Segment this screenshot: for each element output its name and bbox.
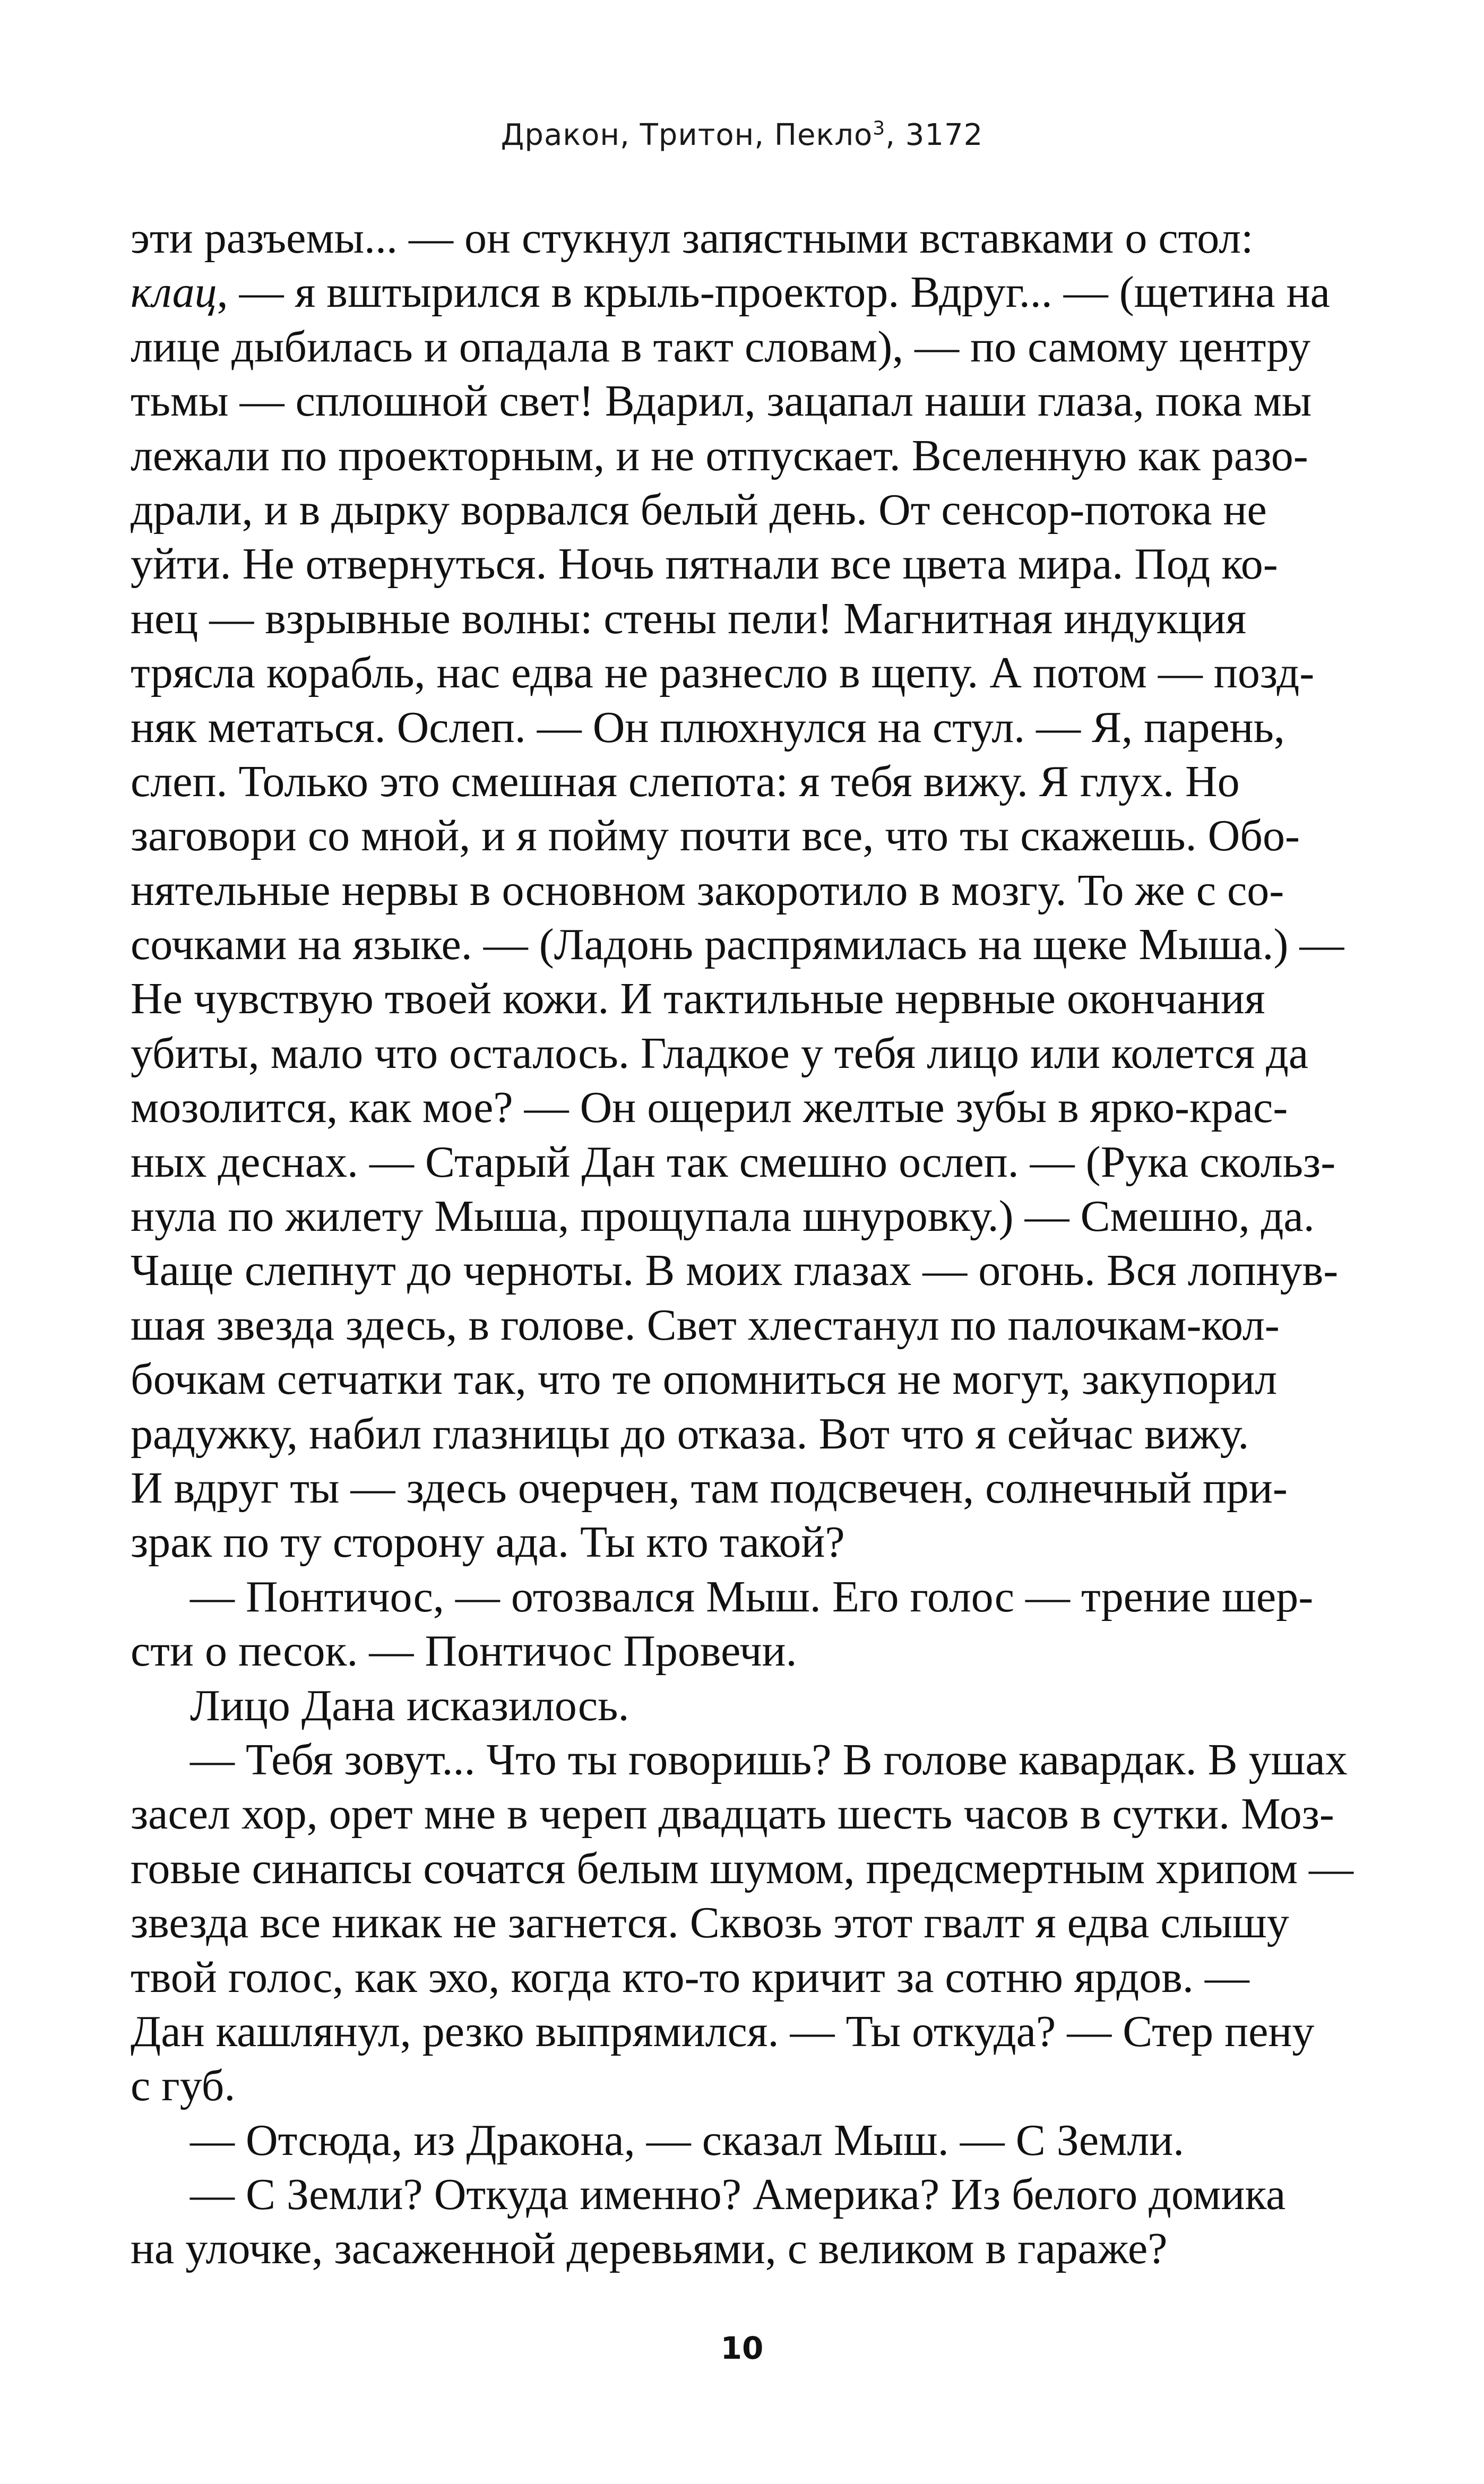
text-line: [131, 701, 1353, 755]
text-line-content: заговори со мной, и я пойму почти все, что ты скажешь. Обо-: [131, 811, 1300, 861]
text-line: [131, 1352, 1353, 1407]
running-title: Дракон, Тритон, Пекло: [501, 118, 873, 152]
text-line: [131, 1298, 1353, 1352]
text-line: [131, 211, 1353, 265]
text-line: [131, 1189, 1353, 1244]
running-title-tail: , 3172: [885, 118, 983, 152]
text-line: [131, 972, 1353, 1026]
page-number: 10: [720, 2330, 764, 2366]
text-line-content: эти разъемы... — он стукнул запястными вставками о стол:: [131, 213, 1254, 263]
text-line-content: твой голос, как эхо, когда кто-то кричит за сотню ярдов. —: [131, 1952, 1249, 2002]
text-line-content: нула по жилету Мыша, прощупала шнуровку.) — Смешно, да.: [131, 1192, 1315, 1241]
text-line-content: звезда все никак не загнется. Сквозь этот гвалт я едва слышу: [131, 1898, 1289, 1948]
text-line: [131, 320, 1353, 374]
text-line-content: на улочке, засаженной деревьями, с великом в гараже?: [131, 2224, 1168, 2274]
text-line-content: — С Земли? Откуда именно? Америка? Из белого домика: [190, 2170, 1286, 2220]
text-line-content: слеп. Только это смешная слепота: я тебя вижу. Я глух. Но: [131, 756, 1240, 806]
text-line: [131, 1842, 1353, 1896]
text-line: [131, 2114, 1353, 2168]
text-line: [131, 537, 1353, 591]
text-line-content: няк метаться. Ослеп. — Он плюхнулся на стул. — Я, парень,: [131, 702, 1285, 752]
text-line-content: сочками на языке. — (Ладонь распрямилась на щеке Мыша.) —: [131, 920, 1344, 970]
text-line: [131, 1624, 1353, 1678]
text-line: [131, 1951, 1353, 2005]
text-line-content: сти о песок. — Понтичос Провечи.: [131, 1626, 797, 1676]
text-line: [131, 429, 1353, 483]
text-line: [131, 1896, 1353, 1950]
text-line: [131, 2005, 1353, 2059]
text-line: [131, 374, 1353, 428]
text-line: [131, 483, 1353, 537]
text-line-content: , — я вштырился в крыль-проектор. Вдруг... — (щетина на: [217, 268, 1330, 317]
text-line: [131, 1461, 1353, 1515]
text-line-content: тьмы — сплошной свет! Вдарил, зацапал наши глаза, пока мы: [131, 376, 1312, 426]
text-line-content: — Тебя зовут... Что ты говоришь? В голове кавардак. В ушах: [190, 1735, 1348, 1784]
text-line-content: нятельные нервы в основном закоротило в мозгу. То же с со-: [131, 865, 1284, 915]
text-line: [131, 265, 1353, 320]
text-line: [131, 1787, 1353, 1841]
text-line-content: шая звезда здесь, в голове. Свет хлестанул по палочкам-кол-: [131, 1300, 1280, 1350]
text-line-content: уйти. Не отвернуться. Ночь пятнали все цвета мира. Под ко-: [131, 539, 1278, 589]
text-line-content: засел хор, орет мне в череп двадцать шесть часов в сутки. Моз-: [131, 1789, 1334, 1839]
text-line-content: нец — взрывные волны: стены пели! Магнитная индукция: [131, 593, 1247, 643]
text-line-content: радужку, набил глазницы до отказа. Вот что я сейчас вижу.: [131, 1409, 1249, 1459]
text-line-content: убиты, мало что осталось. Гладкое у тебя лицо или колется да: [131, 1028, 1309, 1078]
text-line-content: Не чувствую твоей кожи. И тактильные нервные окончания: [131, 974, 1265, 1024]
text-line-content: Чаще слепнут до черноты. В моих глазах — огонь. Вся лопнув-: [131, 1246, 1339, 1296]
text-line: [131, 1679, 1353, 1733]
text-line-content: — Отсюда, из Дракона, — сказал Мыш. — С Земли.: [190, 2115, 1185, 2165]
text-line: [131, 2168, 1353, 2222]
text-line: [131, 809, 1353, 863]
text-line-content: с губ.: [131, 2061, 236, 2111]
text-line-content: говые синапсы сочатся белым шумом, предсмертным хрипом —: [131, 1843, 1353, 1893]
body-text: [131, 211, 1353, 2276]
text-line-content: лице дыбилась и опадала в такт словам), — по самому центру: [131, 322, 1311, 372]
running-title-superscript: 3: [873, 117, 886, 140]
text-line-content: бочкам сетчатки так, что те опомниться не могут, закупорил: [131, 1355, 1278, 1404]
text-line: [131, 864, 1353, 918]
text-line-content: зрак по ту сторону ада. Ты кто такой?: [131, 1517, 845, 1567]
text-line: [131, 1733, 1353, 1787]
text-line: [131, 1244, 1353, 1298]
text-line-content: лежали по проекторным, и не отпускает. Вселенную как разо-: [131, 430, 1308, 480]
text-line: [131, 1515, 1353, 1569]
text-line-content: Лицо Дана исказилось.: [190, 1680, 629, 1730]
text-line: [131, 1407, 1353, 1461]
text-line: [131, 1081, 1353, 1135]
text-line-content: ных деснах. — Старый Дан так смешно ослеп. — (Рука скольз-: [131, 1137, 1336, 1187]
text-line-content: Дан кашлянул, резко выпрямился. — Ты откуда? — Стер пену: [131, 2006, 1315, 2056]
text-line-content: мозолится, как мое? — Он ощерил желтые зубы в ярко-крас-: [131, 1083, 1288, 1133]
text-line: [131, 2059, 1353, 2113]
text-line-content: драли, и в дырку ворвался белый день. От сенсор-потока не: [131, 485, 1267, 534]
text-line-content: трясла корабль, нас едва не разнесло в щепу. А потом — позд-: [131, 648, 1315, 698]
text-line-content: — Понтичос, — отозвался Мыш. Его голос — трение шер-: [190, 1572, 1314, 1622]
text-line: [131, 1027, 1353, 1081]
text-line: [131, 1570, 1353, 1624]
italic-word: клац: [131, 268, 217, 317]
text-line: [131, 918, 1353, 972]
text-line-content: И вдруг ты — здесь очерчен, там подсвечен, солнечный при-: [131, 1463, 1288, 1513]
text-line: [131, 2222, 1353, 2276]
text-line: [131, 755, 1353, 809]
text-line: [131, 592, 1353, 646]
text-line: [131, 646, 1353, 700]
running-header: [0, 118, 1484, 152]
text-line: [131, 1135, 1353, 1189]
